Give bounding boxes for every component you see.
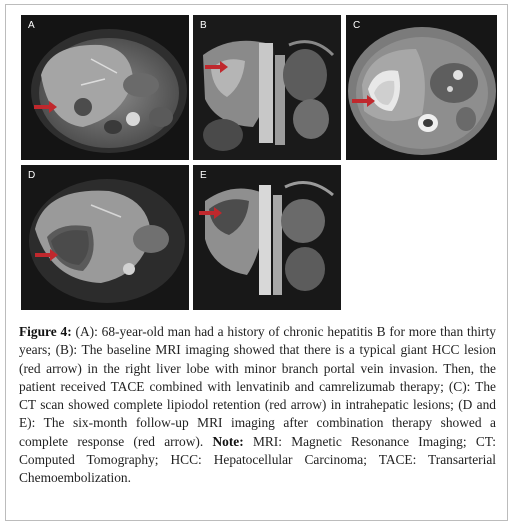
panel-a-image (21, 15, 189, 160)
panel-e-label: E (200, 170, 207, 181)
panel-e-image (193, 165, 341, 310)
panel-a-label: A (28, 20, 35, 31)
panel-c-label: C (353, 20, 361, 31)
panel-d-label: D (28, 170, 36, 181)
panel-b-label: B (200, 20, 207, 31)
red-arrow-icon (193, 15, 341, 160)
figure-label: Figure 4: (19, 324, 72, 339)
red-arrow-icon (193, 165, 341, 310)
red-arrow-icon (21, 165, 189, 310)
figure-caption (19, 323, 496, 488)
caption-text: (A): 68-year-old man had a history of chronic hepatitis B for more than thirty years; (B): The baseline MRI imaging showed that there is a typical giant HCC lesion (red arrow) in the right liver lobe with minor branch portal vein invasion. Then, the patient received TACE combined with lenvatinib and camrelizumab therapy; (C): The CT scan showed complete lipiodol retention (red arrow) in intrahepatic lesions; (D and E): The six-month follow-up MRI imaging after combination therapy showed a complete response (red arrow). (19, 324, 496, 449)
red-arrow-icon (346, 15, 497, 160)
note-text: MRI: Magnetic Resonance Imaging; CT: Computed Tomography; HCC: Hepatocellular Carcinoma; TACE: Transarterial Chemoembolization. (19, 433, 496, 486)
panel-c-image (346, 15, 497, 160)
note-label: Note: (212, 433, 244, 449)
panel-b-image (193, 15, 341, 160)
panel-d-image (21, 165, 189, 310)
red-arrow-icon (21, 15, 189, 160)
